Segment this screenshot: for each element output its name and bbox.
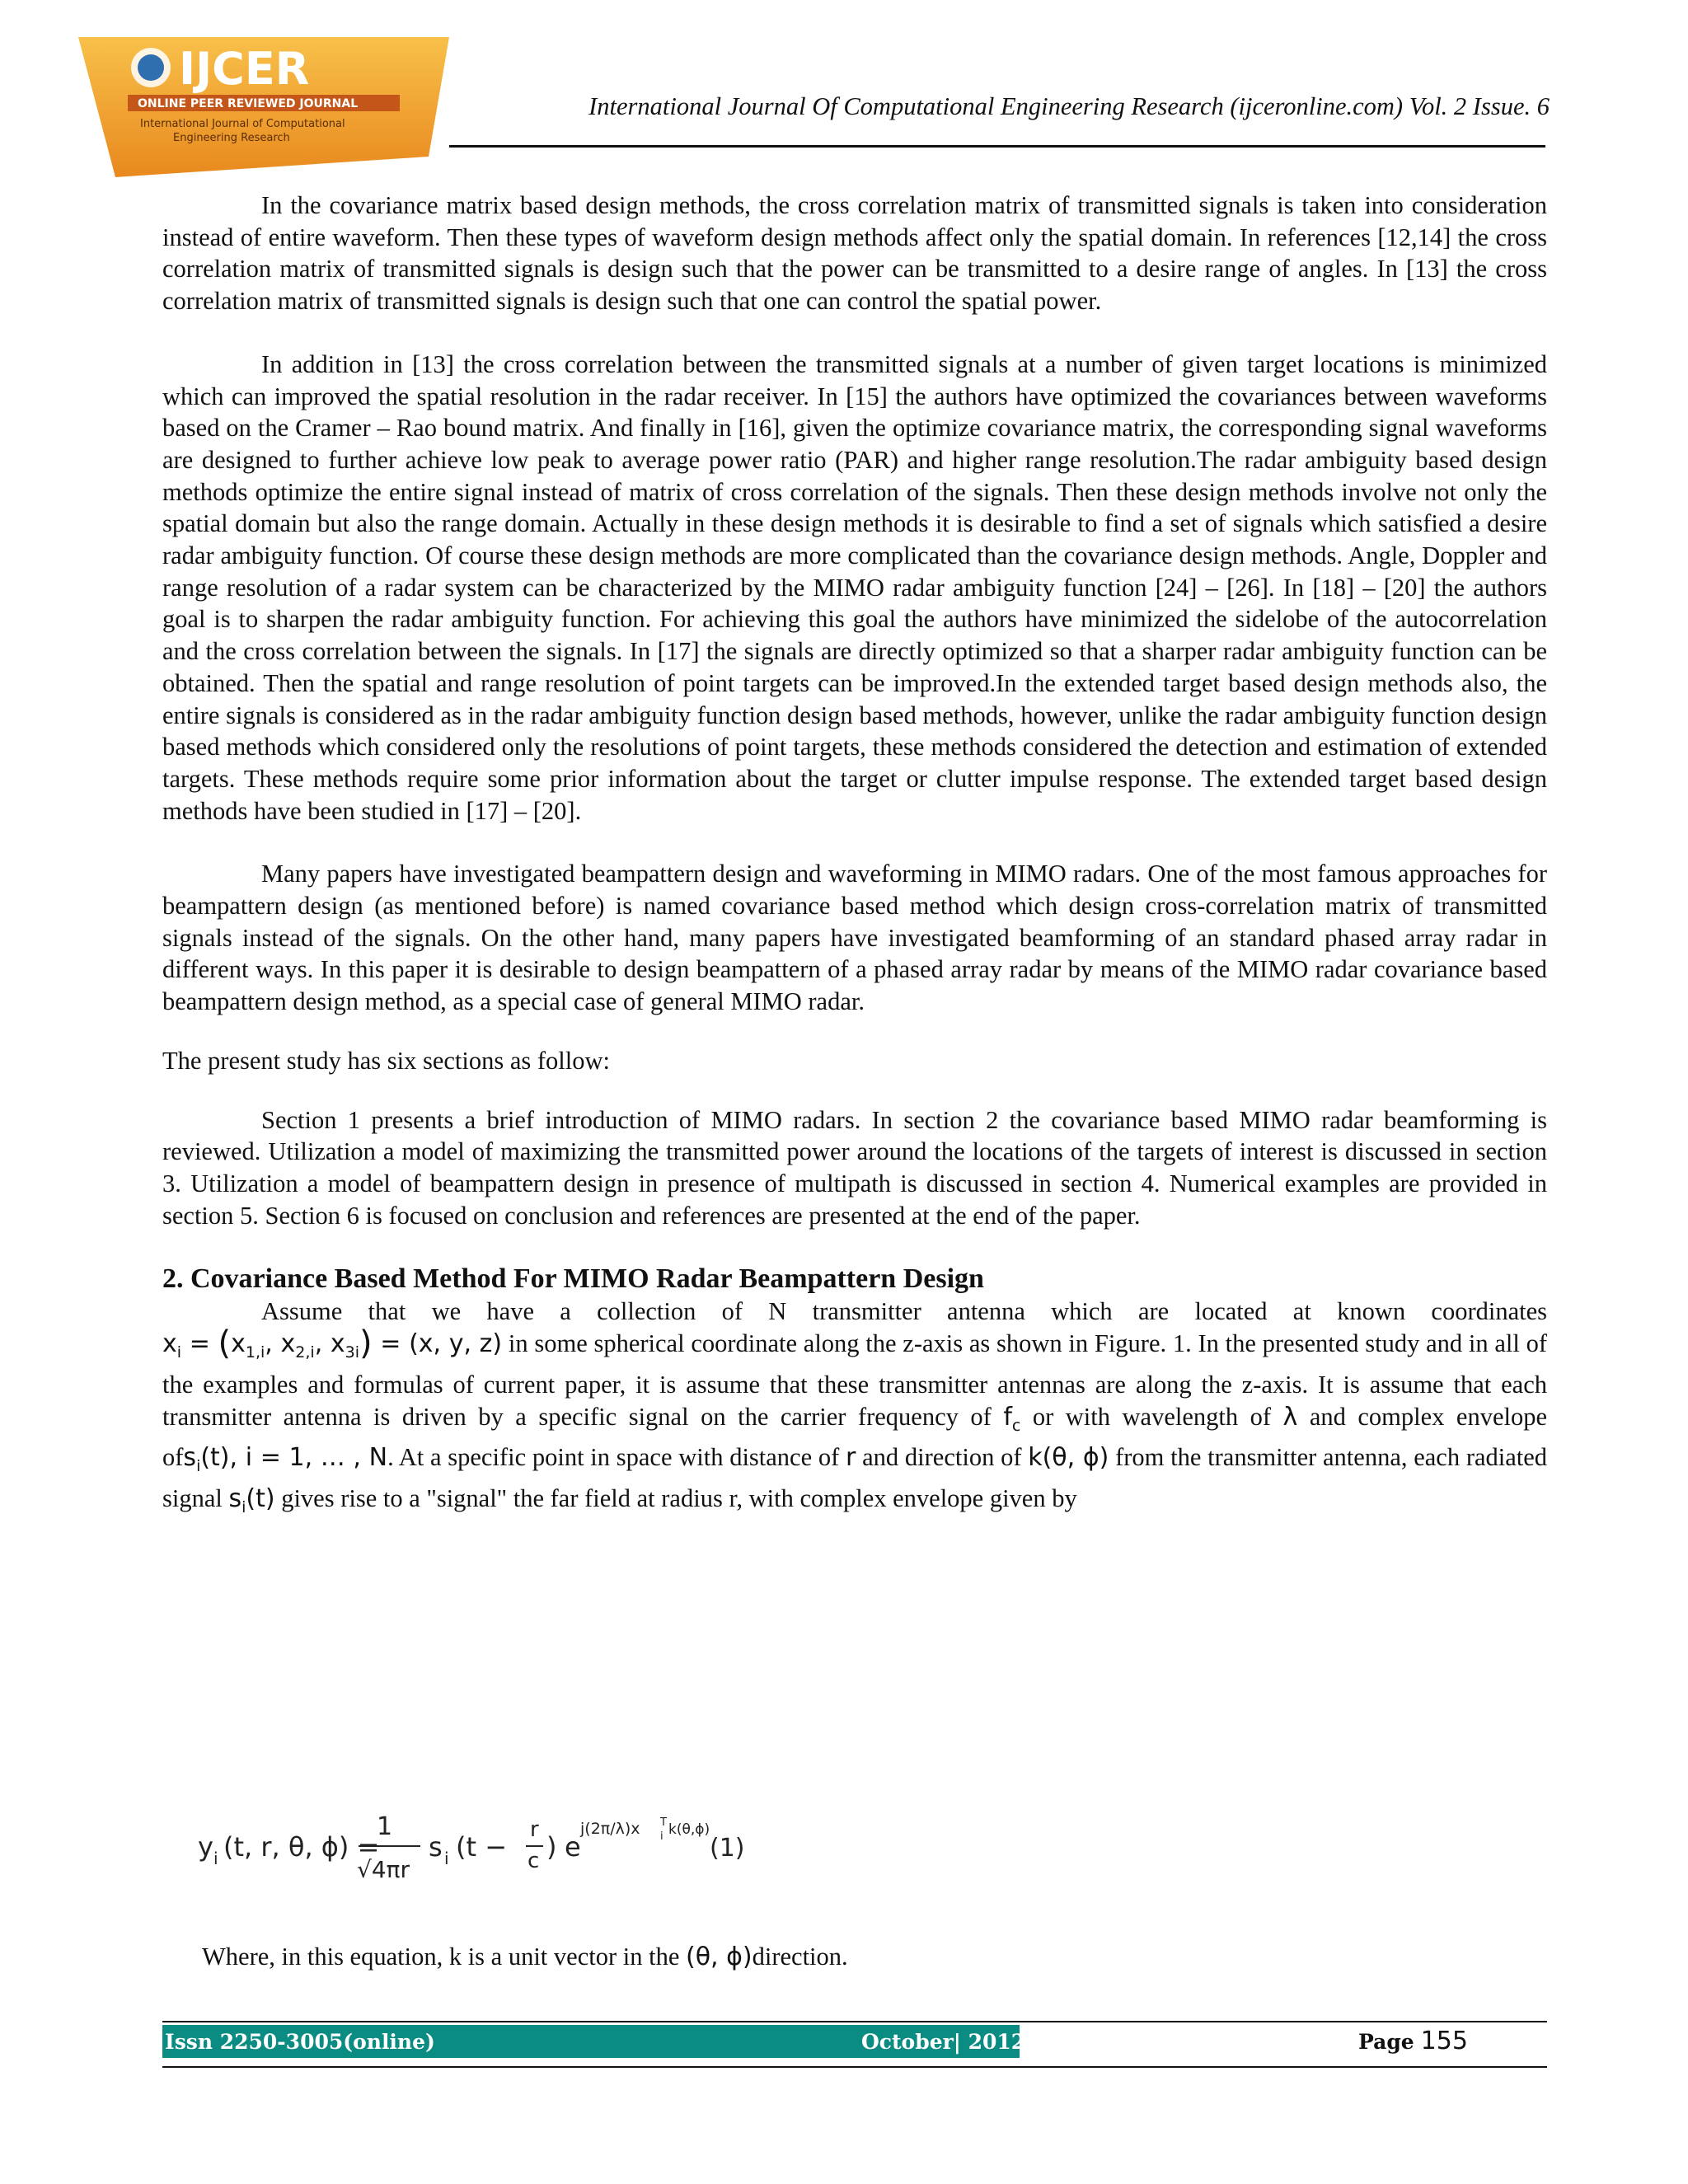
globe-inner-icon — [138, 54, 164, 81]
logo-subtitle-2: Engineering Research — [173, 132, 290, 144]
carrier-frequency-symbol: $f_c$ — [1003, 1402, 1021, 1435]
page-label: Page — [1358, 2030, 1414, 2054]
distance-symbol: r — [846, 1443, 856, 1473]
signal-symbol: $s_i(t)$ — [228, 1483, 275, 1516]
section-2-paragraph — [162, 1296, 1547, 1523]
text-run: gives rise to a "signal" the far field at radius r, with complex envelope given by — [281, 1483, 1077, 1512]
eq-arg-close: ) — [546, 1831, 557, 1863]
journal-logo — [78, 33, 449, 177]
eq-lhs: y — [198, 1831, 213, 1863]
journal-title: International Journal Of Computational Engineering Research (ijceronline.com) Vol. 2 Issue. 6 — [588, 92, 1550, 120]
text-run: . At a specific point in space with distance of — [387, 1443, 840, 1472]
eq-signal: s — [429, 1831, 443, 1863]
paragraph-5: Section 1 presents a brief introduction of MIMO radars. In section 2 the covariance based MIMO radar beamforming is reviewed. Utilization a model of maximizing the transmitted power around the locations of the targets of interest is discussed in section 3. Utilization a model of beampattern design in presence of multipath is discussed in section 4. Numerical examples are provided in section 5. Section 6 is focused on conclusion and references are presented at the end of the paper. — [162, 1105, 1547, 1230]
text-run: and direction of — [862, 1443, 1022, 1472]
footer-rule-bottom — [162, 2066, 1547, 2068]
header-rule — [449, 145, 1545, 148]
eq-exp-base: e — [565, 1831, 581, 1863]
text-run: or with wavelength of — [1032, 1402, 1272, 1431]
text-run: and complex envelope of — [162, 1402, 1547, 1472]
logo-brand: IJCER — [179, 43, 310, 95]
text-run: Where, in this equation, k is a unit vector in the — [202, 1943, 680, 1971]
equation-1 — [194, 1788, 771, 1900]
paragraph-1: In the covariance matrix based design methods, the cross correlation matrix of transmitted signals is taken into consideration instead of entire waveform. Then these types of waveform design methods affect only the spatial domain. In references [12,14] the cross correlation matrix of transmitted signals is design such that the power can be transmitted to a desire range of angles. In [13] the cross correlation matrix of transmitted signals is design such that one can control the spatial power. — [162, 191, 1547, 316]
coordinate-equation: $x_i = (x_{1,i}$, $x_{2,i}$, $x_{3i}) = (x$, y, z) — [162, 1324, 503, 1363]
logo-tagline: ONLINE PEER REVIEWED JOURNAL — [138, 97, 359, 110]
eq-frac-r: r — [530, 1817, 539, 1842]
eq-signal-sub: i — [444, 1849, 449, 1868]
wavelength-symbol: λ — [1282, 1402, 1298, 1432]
logo-graphic — [78, 33, 449, 177]
text-run: in some spherical coordinate along the z-axis as shown in Figure. 1. In the presented study and in all of the examples and formulas of current paper, it is assume that these transmitter antennas are along the z-axis. It is assume that each transmitter antenna is driven by a specific signal on the carrier frequency of — [162, 1329, 1547, 1431]
eq-arg-open: (t − — [456, 1831, 508, 1863]
eq-exponent: j(2π/λ)x — [580, 1820, 640, 1838]
text-run: direction. — [752, 1943, 848, 1971]
eq-frac-c: c — [528, 1849, 540, 1873]
where-line — [202, 1941, 848, 1973]
section-heading: 2. Covariance Based Method For MIMO Radar Beampattern Design — [162, 1263, 984, 1295]
footer-page — [1358, 2027, 1468, 2056]
eq-exponent-sub: i — [660, 1830, 663, 1843]
paragraph-2: In addition in [13] the cross correlation between the transmitted signals at a number of given target locations is minimized which can improved the spatial resolution in the radar receiver. In [15] the authors have optimized the covariances between waveforms based on the Cramer – Rao bound matrix. And finally in [16], given the optimize covariance matrix, the corresponding signal waveforms are designed to further achieve low peak to average power ratio (PAR) and higher range resolution.The radar ambiguity based design methods optimize the entire signal instead of matrix of cross correlation of the signals. Then these design methods involve not only the spatial domain but also the range domain. Actually in these design methods it is desirable to find a set of signals which satisfied a desire radar ambiguity function. Of course these design methods are more complicated than the covariance design methods. Angle, Doppler and range resolution of a radar system can be characterized by the MIMO radar ambiguity function [24] – [26]. In [18] – [20] the authors goal is to sharpen the radar ambiguity function. For achieving this goal the authors have minimized the sidelobe of the autocorrelation and the cross correlation between the signals. In [17] the signals are directly optimized so that a sharper radar ambiguity function can be obtained. Then the spatial and range resolution of point targets can be improved.In the extended target based design methods also, the entire signals is considered as in the radar ambiguity function design based methods, however, unlike the radar ambiguity function design based methods which considered only the resolutions of point targets, these methods considered the detection and estimation of extended targets. These methods require some prior information about the target or clutter impulse response. The extended target based design methods have been studied in [17] – [20]. — [162, 349, 1547, 825]
paragraph-4: The present study has six sections as follow: — [162, 1046, 610, 1075]
footer-issn: Issn 2250-3005(online) — [165, 2030, 435, 2054]
eq-lhs-args: (t, r, θ, ϕ) = — [223, 1831, 380, 1863]
eq-label: (1) — [710, 1834, 745, 1863]
eq-exponent-tail: k(θ,ϕ) — [668, 1821, 710, 1838]
main-content — [162, 190, 1547, 1524]
text-run: Assume that we have a collection of N transmitter antenna which are located at known coordinates — [261, 1297, 1547, 1326]
eq-exponent-sup: T — [660, 1816, 667, 1829]
text-run: from the transmitter antenna, each radiated signal — [162, 1443, 1548, 1512]
angle-pair-symbol: (θ, ϕ) — [685, 1943, 753, 1971]
page-number: 155 — [1420, 2027, 1468, 2055]
eq-numerator: 1 — [377, 1812, 393, 1841]
eq-denominator: √4πr — [357, 1856, 410, 1883]
paragraph-3: Many papers have investigated beampattern design and waveforming in MIMO radars. One of the most famous approaches for beampattern design (as mentioned before) is named covariance based method which design cross-correlation matrix of transmitted signals instead of the signals. On the other hand, many papers have investigated beamforming of an standard phased array radar in different ways. In this paper it is desirable to design beampattern of a phased array radar by means of the MIMO radar covariance based beampattern design method, as a special case of general MIMO radar. — [162, 860, 1547, 1016]
footer-date: October| 2012 — [861, 2030, 1026, 2054]
eq-lhs-sub: i — [213, 1849, 218, 1868]
direction-symbol: k(θ, ϕ) — [1028, 1443, 1109, 1473]
signal-set-symbol: $s_i(t)$, i = 1, … , N — [183, 1443, 388, 1476]
footer-rule-top — [162, 2021, 1547, 2022]
logo-subtitle-1: International Journal of Computational — [140, 118, 345, 130]
